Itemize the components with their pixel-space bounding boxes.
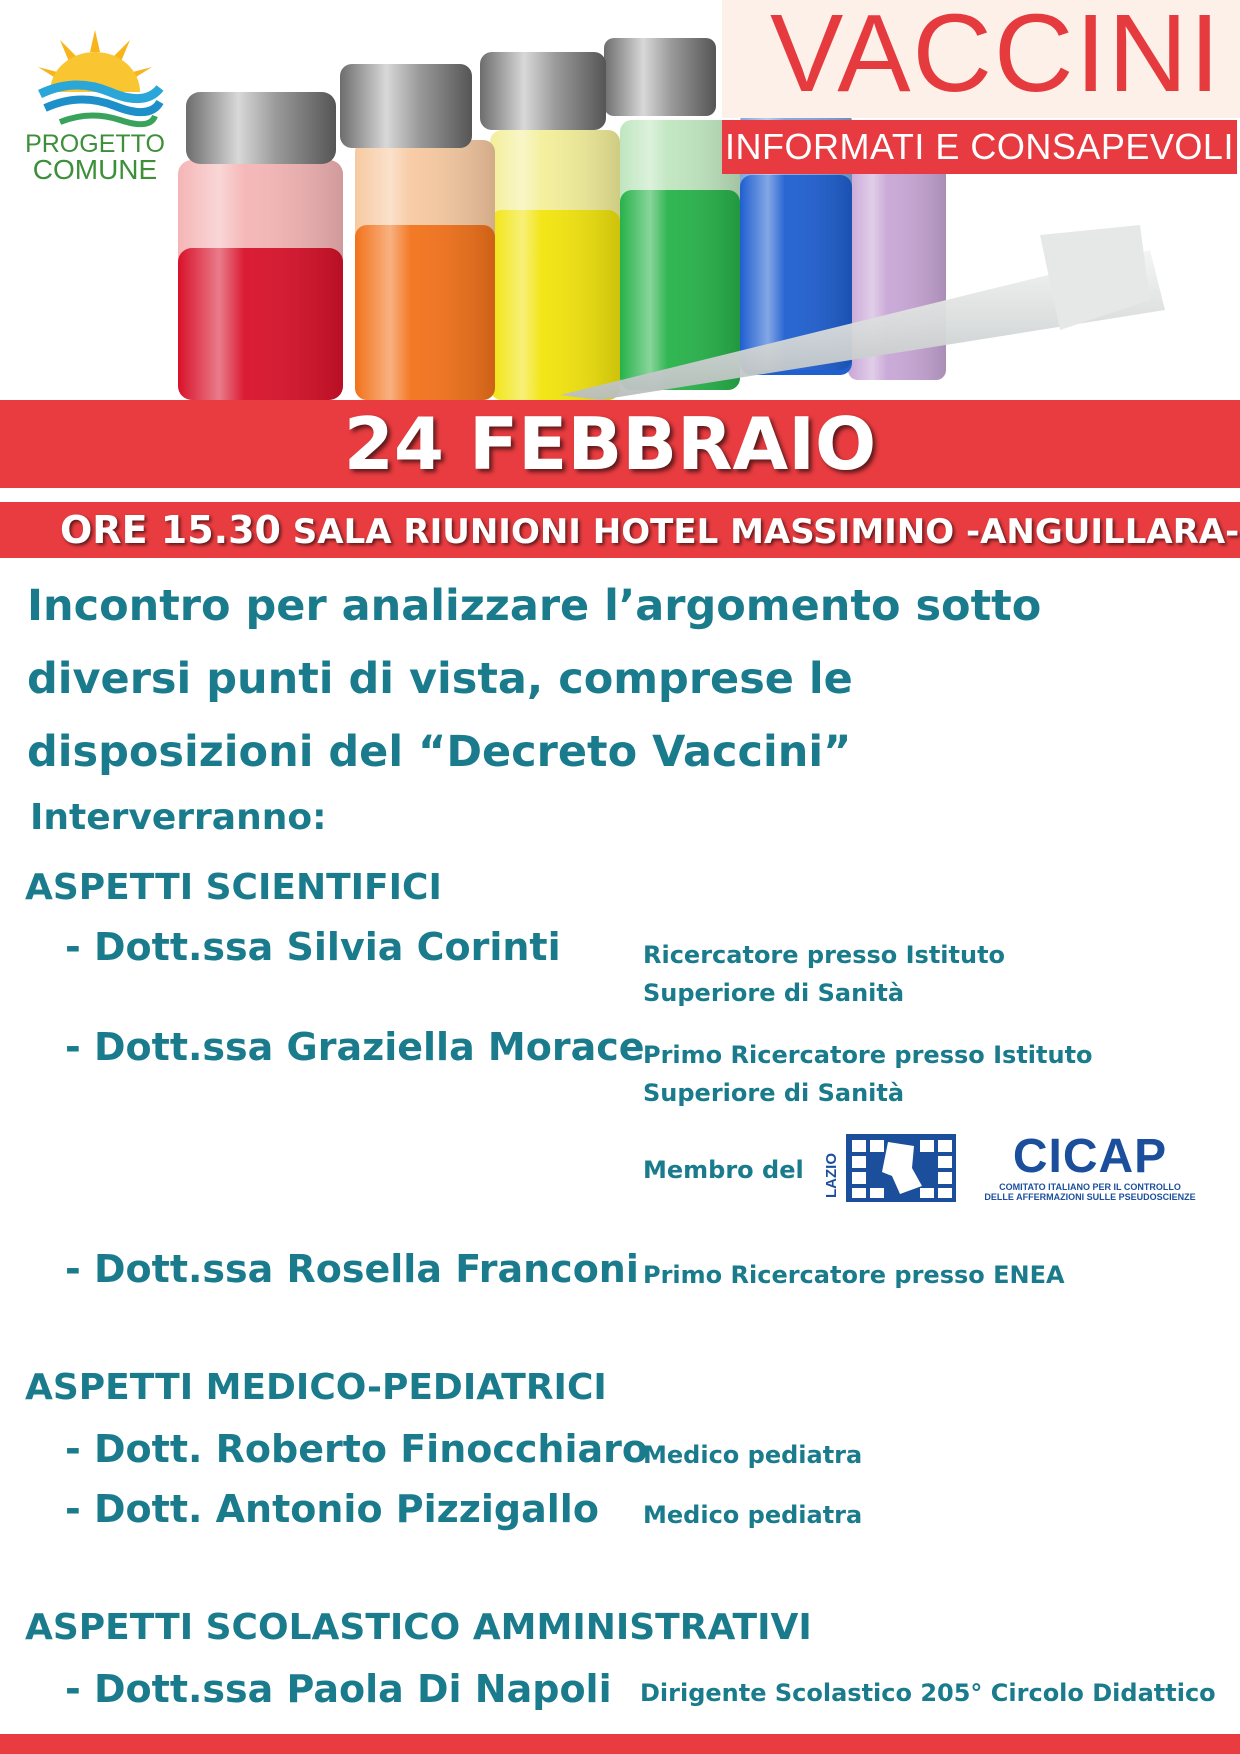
cicap-tagline: DELLE AFFERMAZIONI SULLE PSEUDOSCIENZE [984, 1192, 1196, 1202]
vial-orange [340, 64, 495, 400]
event-date: 24 FEBBRAIO [343, 402, 877, 486]
section-heading-school: ASPETTI SCOLASTICO AMMINISTRATIVI [25, 1607, 812, 1648]
section-heading-medical: ASPETTI MEDICO-PEDIATRICI [25, 1367, 607, 1408]
speaker-role: Primo Ricercatore presso Istituto [643, 1041, 1093, 1069]
speaker-name: - Dott.ssa Rosella Franconi [65, 1247, 639, 1291]
lazio-region-logo [822, 1128, 958, 1204]
speaker-role: Superiore di Sanità [643, 1079, 905, 1107]
speaker-name: - Dott.ssa Silvia Corinti [65, 925, 561, 969]
date-banner [0, 400, 1240, 488]
footer-bar [0, 1734, 1240, 1754]
section-heading-scientific: ASPETTI SCIENTIFICI [25, 867, 442, 908]
speaker-role: Superiore di Sanità [643, 979, 905, 1007]
lazio-label: LAZIO [823, 1153, 840, 1198]
speaker-name: - Dott. Roberto Finocchiaro [65, 1427, 648, 1471]
logo-text-line1: PROGETTO [25, 130, 165, 158]
speaker-role: Primo Ricercatore presso ENEA [643, 1261, 1065, 1289]
subtitle-box [722, 120, 1237, 174]
speaker-name: - Dott. Antonio Pizzigallo [65, 1487, 599, 1531]
membership-label: Membro del [643, 1156, 804, 1184]
intro-line: Incontro per analizzare l’argomento sotto [27, 581, 1042, 631]
event-place: SALA RIUNIONI HOTEL MASSIMINO -ANGUILLARA- [280, 512, 1240, 552]
event-time-place [60, 502, 1239, 560]
vial-red [178, 92, 343, 400]
hero-image [0, 0, 1240, 400]
speakers-label: Interverranno: [30, 797, 327, 838]
intro-paragraph [27, 570, 1217, 789]
lazio-grid-icon [822, 1128, 958, 1204]
speaker-role: Dirigente Scolastico 205° Circolo Didattico [640, 1679, 1216, 1707]
title-box [722, 0, 1240, 118]
sun-waves-icon [20, 22, 170, 132]
logo-text-line2: COMUNE [32, 154, 158, 185]
vial-yellow [480, 52, 620, 400]
event-time: ORE 15.30 [60, 508, 281, 552]
time-place-banner [0, 502, 1240, 558]
cicap-name: CICAP [1012, 1130, 1168, 1183]
speaker-name: - Dott.ssa Graziella Morace [65, 1025, 645, 1069]
speaker-role: Ricercatore presso Istituto [643, 941, 1006, 969]
intro-line: disposizioni del “Decreto Vaccini” [27, 727, 852, 777]
speaker-role: Medico pediatra [643, 1501, 863, 1529]
poster-title: VACCINI [769, 0, 1222, 115]
intro-line: diversi punti di vista, comprese le [27, 654, 853, 704]
speaker-name: - Dott.ssa Paola Di Napoli [65, 1667, 612, 1711]
progetto-comune-logo [20, 22, 170, 185]
poster-subtitle: INFORMATI E CONSAPEVOLI [725, 126, 1234, 167]
cicap-tagline: COMITATO ITALIANO PER IL CONTROLLO [999, 1182, 1181, 1192]
speaker-role: Medico pediatra [643, 1441, 863, 1469]
cicap-logo [975, 1130, 1205, 1206]
vial-green [604, 38, 740, 390]
